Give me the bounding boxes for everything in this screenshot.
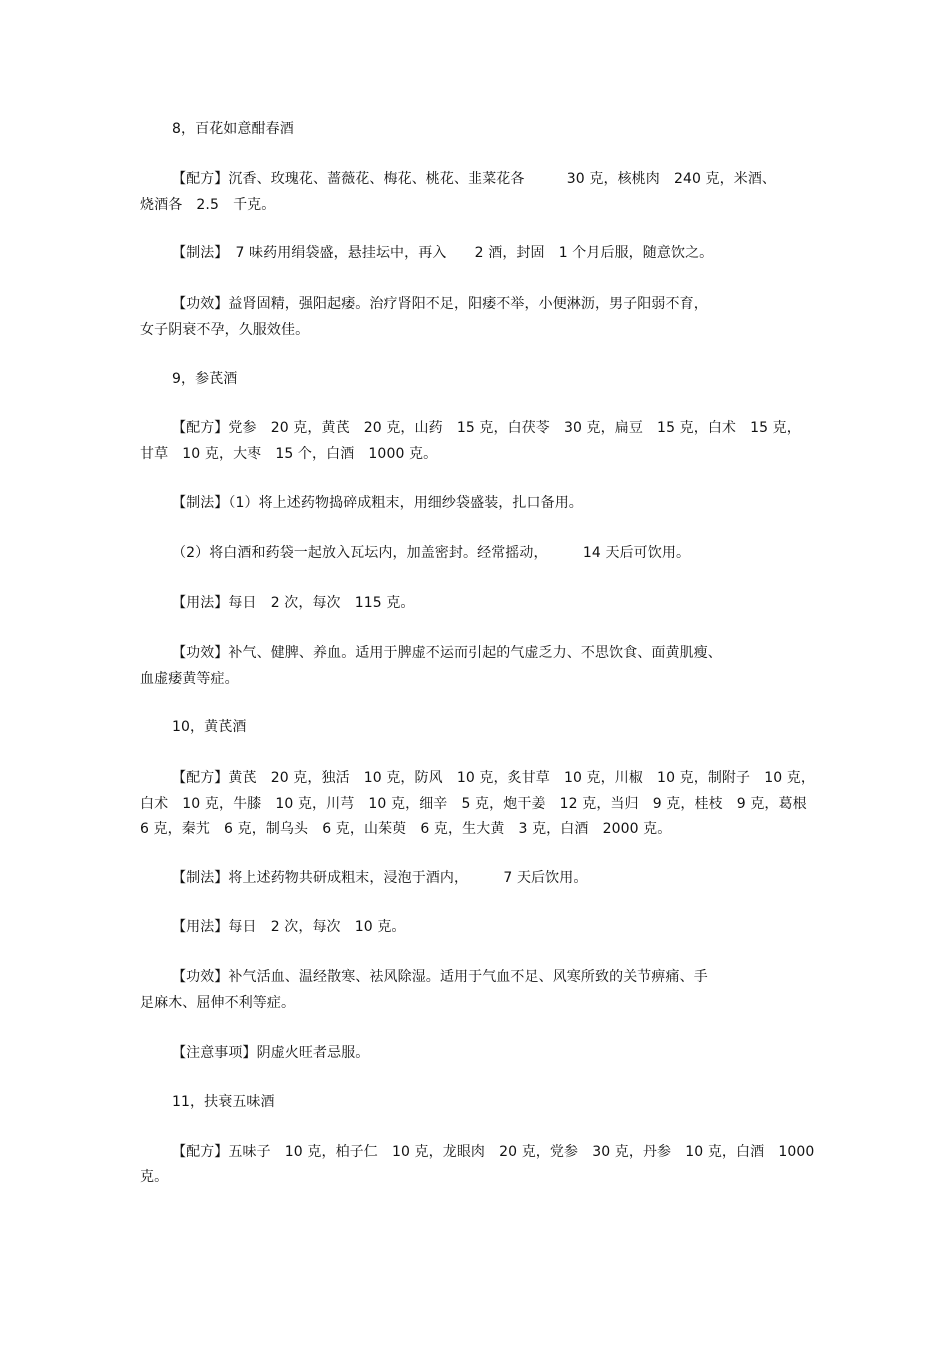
recipe-8-formula-line-2: 烧酒各 2.5 千克。 <box>140 197 276 213</box>
recipe-10-effect-line-2: 足麻木、屈伸不利等症。 <box>140 995 296 1011</box>
recipe-9-method-2: （2）将白酒和药袋一起放入瓦坛内，加盖密封。经常摇动， 14 天后可饮用。 <box>172 545 691 561</box>
recipe-11-formula-line-1: 【配方】五味子 10 克，柏子仁 10 克，龙眼肉 20 克，党参 30 克，丹参 10 克，白酒 1000 <box>172 1144 815 1160</box>
recipe-11-formula-line-2: 克。 <box>140 1169 169 1185</box>
recipe-10-method: 【制法】将上述药物共研成粗末，浸泡于酒内， 7 天后饮用。 <box>172 870 588 886</box>
recipe-10-formula-line-1: 【配方】黄芪 20 克，独活 10 克，防风 10 克，炙甘草 10 克，川椒 10 克，制附子 10 克， <box>172 770 815 786</box>
recipe-9-title: 9，参芪酒 <box>172 371 238 387</box>
recipe-10-usage: 【用法】每日 2 次，每次 10 克。 <box>172 919 406 935</box>
recipe-9-effect-line-2: 血虚痿黄等症。 <box>140 671 239 687</box>
recipe-10-title: 10，黄芪酒 <box>172 719 247 735</box>
recipe-10-formula-line-2: 白术 10 克，牛膝 10 克，川芎 10 克，细辛 5 克，炮干姜 12 克，当归 9 克，桂枝 9 克，葛根 <box>140 796 807 812</box>
recipe-8-title: 8，百花如意酣春酒 <box>172 121 294 137</box>
recipe-9-effect-line-1: 【功效】补气、健脾、养血。适用于脾虚不运而引起的气虚乏力、不思饮食、面黄肌瘦、 <box>172 645 722 661</box>
recipe-9-method-1: 【制法】（1）将上述药物捣碎成粗末，用细纱袋盛装，扎口备用。 <box>172 495 583 511</box>
recipe-10-caution: 【注意事项】阴虚火旺者忌服。 <box>172 1045 370 1061</box>
recipe-10-formula-line-3: 6 克，秦艽 6 克，制乌头 6 克，山茱萸 6 克，生大黄 3 克，白酒 2000 克。 <box>140 821 672 837</box>
recipe-8-effect-line-1: 【功效】益肾固精，强阳起痿。治疗肾阳不足，阳痿不举，小便淋沥，男子阳弱不育， <box>172 296 708 312</box>
recipe-8-formula-line-1: 【配方】沉香、玫瑰花、蔷薇花、梅花、桃花、韭菜花各 30 克，核桃肉 240 克，米酒、 <box>172 171 777 187</box>
recipe-9-usage: 【用法】每日 2 次，每次 115 克。 <box>172 595 415 611</box>
recipe-10-effect-line-1: 【功效】补气活血、温经散寒、祛风除湿。适用于气血不足、风寒所致的关节痹痛、手 <box>172 969 708 985</box>
recipe-8-effect-line-2: 女子阴衰不孕，久服效佳。 <box>140 322 310 338</box>
recipe-11-title: 11，扶衰五味酒 <box>172 1094 275 1110</box>
recipe-9-formula-line-2: 甘草 10 克，大枣 15 个，白酒 1000 克。 <box>140 446 438 462</box>
recipe-9-formula-line-1: 【配方】党参 20 克，黄芪 20 克，山药 15 克，白茯苓 30 克，扁豆 15 克，白术 15 克， <box>172 420 801 436</box>
recipe-8-method: 【制法】 7 味药用绢袋盛，悬挂坛中，再入 2 酒，封固 1 个月后服，随意饮之。 <box>172 245 714 261</box>
